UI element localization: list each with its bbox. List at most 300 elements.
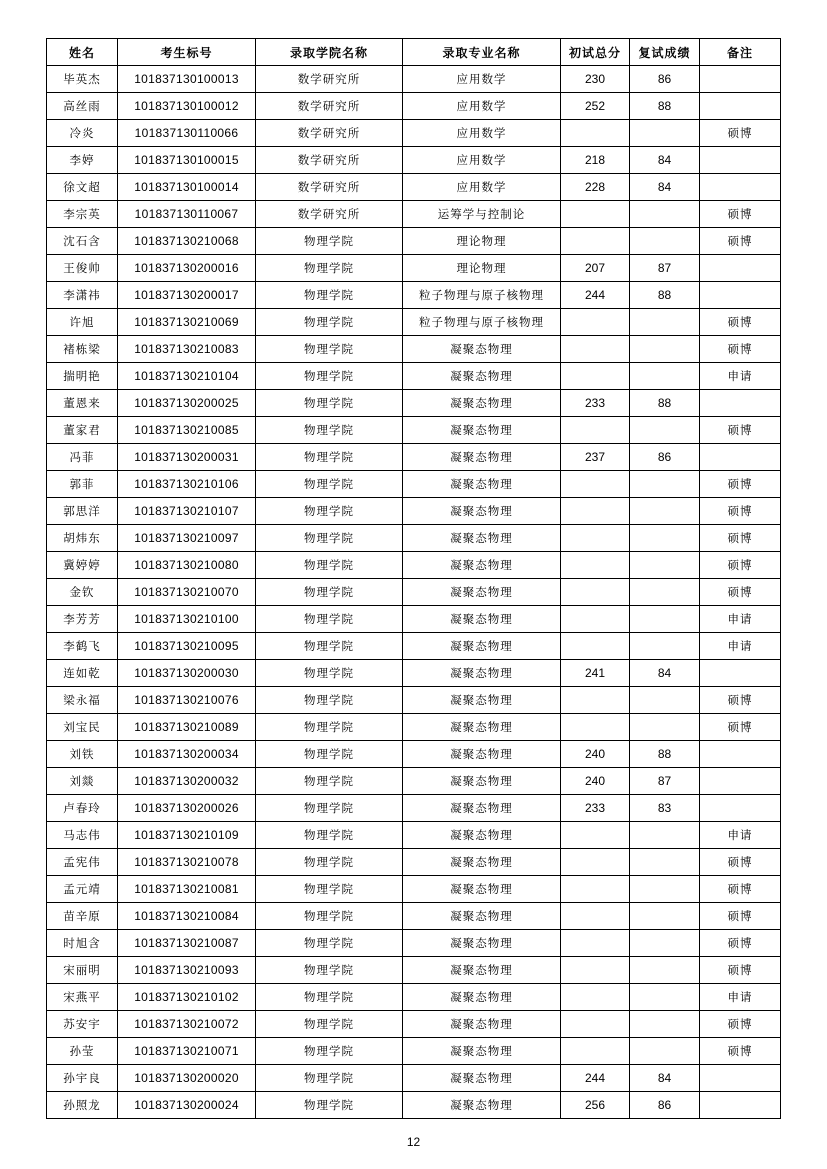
cell-initial-score: 207	[561, 255, 630, 282]
cell-college: 物理学院	[256, 471, 403, 498]
table-row	[47, 336, 781, 363]
cell-remark	[700, 795, 781, 822]
cell-name: 刘燚	[47, 768, 118, 795]
cell-college: 物理学院	[256, 714, 403, 741]
cell-major: 凝聚态物理	[403, 390, 561, 417]
cell-name: 卢春玲	[47, 795, 118, 822]
cell-retest-score	[630, 120, 700, 147]
cell-retest-score	[630, 309, 700, 336]
cell-initial-score: 233	[561, 795, 630, 822]
table-row	[47, 255, 781, 282]
cell-name: 沈石含	[47, 228, 118, 255]
cell-name: 李芳芳	[47, 606, 118, 633]
cell-college: 物理学院	[256, 363, 403, 390]
cell-initial-score	[561, 363, 630, 390]
cell-major: 凝聚态物理	[403, 1011, 561, 1038]
cell-remark: 硕博	[700, 903, 781, 930]
cell-college: 物理学院	[256, 1011, 403, 1038]
table-row	[47, 660, 781, 687]
cell-name: 马志伟	[47, 822, 118, 849]
cell-college: 物理学院	[256, 741, 403, 768]
cell-retest-score: 84	[630, 660, 700, 687]
table-row	[47, 984, 781, 1011]
cell-remark: 硕博	[700, 687, 781, 714]
cell-name: 徐文超	[47, 174, 118, 201]
cell-initial-score	[561, 606, 630, 633]
cell-remark: 硕博	[700, 201, 781, 228]
cell-name: 董家君	[47, 417, 118, 444]
cell-remark: 硕博	[700, 552, 781, 579]
cell-name: 郭菲	[47, 471, 118, 498]
cell-name: 毕英杰	[47, 66, 118, 93]
cell-exam-id: 101837130200017	[118, 282, 256, 309]
cell-retest-score	[630, 822, 700, 849]
cell-name: 苏安宇	[47, 1011, 118, 1038]
cell-initial-score	[561, 876, 630, 903]
cell-retest-score	[630, 849, 700, 876]
cell-name: 冯菲	[47, 444, 118, 471]
cell-initial-score	[561, 903, 630, 930]
cell-college: 物理学院	[256, 876, 403, 903]
cell-college: 物理学院	[256, 579, 403, 606]
cell-remark: 申请	[700, 984, 781, 1011]
cell-exam-id: 101837130210083	[118, 336, 256, 363]
cell-name: 许旭	[47, 309, 118, 336]
cell-retest-score	[630, 552, 700, 579]
table-row	[47, 201, 781, 228]
cell-major: 凝聚态物理	[403, 606, 561, 633]
cell-remark	[700, 255, 781, 282]
cell-major: 粒子物理与原子核物理	[403, 309, 561, 336]
cell-retest-score: 88	[630, 282, 700, 309]
cell-remark	[700, 1065, 781, 1092]
cell-exam-id: 101837130200031	[118, 444, 256, 471]
cell-initial-score	[561, 849, 630, 876]
cell-initial-score: 240	[561, 768, 630, 795]
cell-exam-id: 101837130210087	[118, 930, 256, 957]
cell-initial-score: 244	[561, 1065, 630, 1092]
cell-remark: 硕博	[700, 525, 781, 552]
cell-name: 李宗英	[47, 201, 118, 228]
cell-major: 凝聚态物理	[403, 417, 561, 444]
cell-exam-id: 101837130110066	[118, 120, 256, 147]
cell-major: 凝聚态物理	[403, 714, 561, 741]
page-number: 12	[406, 1135, 421, 1149]
cell-initial-score: 218	[561, 147, 630, 174]
cell-exam-id: 101837130210106	[118, 471, 256, 498]
cell-remark	[700, 390, 781, 417]
cell-exam-id: 101837130210093	[118, 957, 256, 984]
cell-college: 物理学院	[256, 957, 403, 984]
cell-exam-id: 101837130110067	[118, 201, 256, 228]
cell-remark	[700, 66, 781, 93]
cell-name: 宋燕平	[47, 984, 118, 1011]
cell-college: 物理学院	[256, 336, 403, 363]
cell-exam-id: 101837130210078	[118, 849, 256, 876]
cell-retest-score	[630, 930, 700, 957]
cell-major: 凝聚态物理	[403, 1065, 561, 1092]
cell-major: 应用数学	[403, 66, 561, 93]
table-row	[47, 228, 781, 255]
cell-name: 刘铁	[47, 741, 118, 768]
cell-retest-score	[630, 957, 700, 984]
col-header-exam-id: 考生标号	[118, 39, 256, 66]
col-header-college: 录取学院名称	[256, 39, 403, 66]
cell-exam-id: 101837130210089	[118, 714, 256, 741]
cell-initial-score	[561, 525, 630, 552]
cell-major: 凝聚态物理	[403, 930, 561, 957]
cell-name: 李婷	[47, 147, 118, 174]
table-row	[47, 768, 781, 795]
table-row	[47, 309, 781, 336]
table-row	[47, 1065, 781, 1092]
table-row	[47, 66, 781, 93]
cell-remark: 硕博	[700, 930, 781, 957]
cell-retest-score	[630, 687, 700, 714]
cell-college: 物理学院	[256, 903, 403, 930]
cell-name: 孟元靖	[47, 876, 118, 903]
admission-table	[46, 38, 781, 1119]
cell-retest-score: 87	[630, 768, 700, 795]
cell-retest-score: 83	[630, 795, 700, 822]
cell-major: 应用数学	[403, 147, 561, 174]
cell-exam-id: 101837130100014	[118, 174, 256, 201]
cell-remark	[700, 741, 781, 768]
cell-retest-score	[630, 1011, 700, 1038]
cell-college: 物理学院	[256, 1065, 403, 1092]
cell-exam-id: 101837130200026	[118, 795, 256, 822]
cell-name: 宋丽明	[47, 957, 118, 984]
cell-name: 董恩来	[47, 390, 118, 417]
cell-college: 数学研究所	[256, 147, 403, 174]
table-row	[47, 1011, 781, 1038]
cell-name: 胡炜东	[47, 525, 118, 552]
cell-major: 凝聚态物理	[403, 363, 561, 390]
table-row	[47, 930, 781, 957]
cell-major: 凝聚态物理	[403, 633, 561, 660]
cell-name: 冀婷婷	[47, 552, 118, 579]
cell-exam-id: 101837130210084	[118, 903, 256, 930]
cell-major: 应用数学	[403, 93, 561, 120]
cell-remark	[700, 768, 781, 795]
table-row	[47, 282, 781, 309]
cell-retest-score	[630, 498, 700, 525]
cell-initial-score	[561, 930, 630, 957]
cell-remark	[700, 174, 781, 201]
cell-retest-score	[630, 984, 700, 1011]
table-body	[47, 66, 781, 1119]
cell-initial-score	[561, 1011, 630, 1038]
cell-exam-id: 101837130210104	[118, 363, 256, 390]
cell-major: 凝聚态物理	[403, 768, 561, 795]
cell-major: 应用数学	[403, 174, 561, 201]
cell-name: 孟宪伟	[47, 849, 118, 876]
col-header-retest-score: 复试成绩	[630, 39, 700, 66]
cell-college: 物理学院	[256, 309, 403, 336]
cell-college: 数学研究所	[256, 93, 403, 120]
cell-exam-id: 101837130210102	[118, 984, 256, 1011]
cell-initial-score: 240	[561, 741, 630, 768]
cell-initial-score	[561, 201, 630, 228]
table-row	[47, 147, 781, 174]
cell-remark: 硕博	[700, 228, 781, 255]
cell-exam-id: 101837130210109	[118, 822, 256, 849]
cell-retest-score	[630, 606, 700, 633]
table-row	[47, 849, 781, 876]
cell-major: 凝聚态物理	[403, 984, 561, 1011]
cell-remark: 硕博	[700, 336, 781, 363]
table-row	[47, 903, 781, 930]
cell-initial-score	[561, 687, 630, 714]
cell-remark: 申请	[700, 822, 781, 849]
table-row	[47, 471, 781, 498]
cell-college: 物理学院	[256, 660, 403, 687]
cell-remark: 硕博	[700, 714, 781, 741]
cell-college: 物理学院	[256, 498, 403, 525]
header-row	[47, 39, 781, 66]
cell-name: 褚栋梁	[47, 336, 118, 363]
cell-remark	[700, 1092, 781, 1119]
table-row	[47, 633, 781, 660]
cell-major: 应用数学	[403, 120, 561, 147]
cell-initial-score	[561, 1038, 630, 1065]
cell-college: 物理学院	[256, 552, 403, 579]
cell-exam-id: 101837130200025	[118, 390, 256, 417]
cell-college: 物理学院	[256, 768, 403, 795]
cell-retest-score: 86	[630, 444, 700, 471]
table-row	[47, 741, 781, 768]
cell-name: 金钦	[47, 579, 118, 606]
cell-retest-score: 88	[630, 741, 700, 768]
cell-remark: 硕博	[700, 309, 781, 336]
cell-college: 数学研究所	[256, 120, 403, 147]
cell-college: 物理学院	[256, 633, 403, 660]
cell-remark: 硕博	[700, 876, 781, 903]
table-row	[47, 957, 781, 984]
cell-major: 理论物理	[403, 255, 561, 282]
cell-major: 凝聚态物理	[403, 1092, 561, 1119]
cell-retest-score	[630, 201, 700, 228]
cell-college: 物理学院	[256, 525, 403, 552]
cell-retest-score	[630, 363, 700, 390]
table-row	[47, 606, 781, 633]
cell-exam-id: 101837130210081	[118, 876, 256, 903]
cell-initial-score	[561, 984, 630, 1011]
cell-initial-score	[561, 120, 630, 147]
cell-major: 凝聚态物理	[403, 471, 561, 498]
cell-remark: 硕博	[700, 849, 781, 876]
cell-college: 数学研究所	[256, 66, 403, 93]
cell-remark: 硕博	[700, 579, 781, 606]
cell-college: 物理学院	[256, 1092, 403, 1119]
cell-college: 物理学院	[256, 822, 403, 849]
cell-remark	[700, 282, 781, 309]
cell-remark	[700, 660, 781, 687]
cell-name: 孙莹	[47, 1038, 118, 1065]
cell-major: 凝聚态物理	[403, 444, 561, 471]
cell-exam-id: 101837130200030	[118, 660, 256, 687]
cell-remark: 申请	[700, 363, 781, 390]
cell-remark: 申请	[700, 606, 781, 633]
cell-remark: 硕博	[700, 417, 781, 444]
table-row	[47, 174, 781, 201]
cell-retest-score	[630, 525, 700, 552]
table-row	[47, 498, 781, 525]
cell-retest-score: 86	[630, 66, 700, 93]
table-row	[47, 876, 781, 903]
cell-exam-id: 101837130210085	[118, 417, 256, 444]
cell-major: 凝聚态物理	[403, 660, 561, 687]
cell-major: 凝聚态物理	[403, 741, 561, 768]
cell-remark: 硕博	[700, 1038, 781, 1065]
cell-college: 物理学院	[256, 930, 403, 957]
cell-college: 物理学院	[256, 444, 403, 471]
cell-name: 李鹤飞	[47, 633, 118, 660]
cell-name: 王俊帅	[47, 255, 118, 282]
table-row	[47, 444, 781, 471]
cell-initial-score: 230	[561, 66, 630, 93]
col-header-major: 录取专业名称	[403, 39, 561, 66]
cell-retest-score: 84	[630, 147, 700, 174]
cell-name: 孙宇良	[47, 1065, 118, 1092]
table-row	[47, 93, 781, 120]
cell-major: 凝聚态物理	[403, 525, 561, 552]
cell-exam-id: 101837130210097	[118, 525, 256, 552]
cell-retest-score	[630, 417, 700, 444]
cell-major: 凝聚态物理	[403, 498, 561, 525]
cell-exam-id: 101837130210095	[118, 633, 256, 660]
cell-college: 物理学院	[256, 282, 403, 309]
cell-major: 凝聚态物理	[403, 1038, 561, 1065]
cell-remark: 硕博	[700, 498, 781, 525]
cell-remark: 硕博	[700, 1011, 781, 1038]
cell-major: 凝聚态物理	[403, 822, 561, 849]
cell-retest-score: 88	[630, 390, 700, 417]
cell-college: 物理学院	[256, 795, 403, 822]
cell-initial-score	[561, 714, 630, 741]
cell-exam-id: 101837130100012	[118, 93, 256, 120]
table-row	[47, 1038, 781, 1065]
cell-name: 李潇祎	[47, 282, 118, 309]
cell-initial-score	[561, 309, 630, 336]
table-row	[47, 417, 781, 444]
cell-initial-score: 256	[561, 1092, 630, 1119]
col-header-remark: 备注	[700, 39, 781, 66]
table-row	[47, 390, 781, 417]
cell-name: 连如乾	[47, 660, 118, 687]
table-row	[47, 552, 781, 579]
cell-remark	[700, 444, 781, 471]
cell-name: 郭思洋	[47, 498, 118, 525]
table-row	[47, 687, 781, 714]
cell-exam-id: 101837130210072	[118, 1011, 256, 1038]
cell-retest-score	[630, 579, 700, 606]
cell-retest-score	[630, 471, 700, 498]
cell-retest-score: 84	[630, 174, 700, 201]
cell-initial-score	[561, 336, 630, 363]
cell-initial-score	[561, 822, 630, 849]
cell-college: 物理学院	[256, 606, 403, 633]
col-header-initial-score: 初试总分	[561, 39, 630, 66]
cell-exam-id: 101837130200032	[118, 768, 256, 795]
cell-retest-score: 84	[630, 1065, 700, 1092]
table-row	[47, 120, 781, 147]
cell-remark: 硕博	[700, 120, 781, 147]
cell-retest-score: 86	[630, 1092, 700, 1119]
cell-college: 物理学院	[256, 687, 403, 714]
table-row	[47, 1092, 781, 1119]
cell-initial-score	[561, 228, 630, 255]
cell-remark: 申请	[700, 633, 781, 660]
cell-retest-score	[630, 336, 700, 363]
col-header-name: 姓名	[47, 39, 118, 66]
cell-remark: 硕博	[700, 957, 781, 984]
cell-exam-id: 101837130200024	[118, 1092, 256, 1119]
cell-major: 凝聚态物理	[403, 795, 561, 822]
cell-major: 凝聚态物理	[403, 552, 561, 579]
cell-college: 数学研究所	[256, 174, 403, 201]
cell-major: 凝聚态物理	[403, 957, 561, 984]
cell-retest-score	[630, 228, 700, 255]
cell-major: 凝聚态物理	[403, 687, 561, 714]
cell-initial-score	[561, 471, 630, 498]
cell-exam-id: 101837130210080	[118, 552, 256, 579]
cell-initial-score: 237	[561, 444, 630, 471]
cell-college: 物理学院	[256, 390, 403, 417]
cell-major: 运筹学与控制论	[403, 201, 561, 228]
cell-major: 凝聚态物理	[403, 903, 561, 930]
table-row	[47, 822, 781, 849]
cell-retest-score	[630, 903, 700, 930]
cell-college: 物理学院	[256, 849, 403, 876]
cell-initial-score	[561, 957, 630, 984]
cell-initial-score	[561, 498, 630, 525]
cell-retest-score	[630, 633, 700, 660]
cell-major: 凝聚态物理	[403, 876, 561, 903]
cell-major: 理论物理	[403, 228, 561, 255]
cell-initial-score: 241	[561, 660, 630, 687]
cell-initial-score	[561, 579, 630, 606]
cell-exam-id: 101837130100015	[118, 147, 256, 174]
cell-initial-score: 228	[561, 174, 630, 201]
cell-college: 物理学院	[256, 1038, 403, 1065]
cell-college: 物理学院	[256, 255, 403, 282]
cell-retest-score	[630, 1038, 700, 1065]
cell-name: 冷炎	[47, 120, 118, 147]
cell-exam-id: 101837130210107	[118, 498, 256, 525]
cell-name: 刘宝民	[47, 714, 118, 741]
cell-exam-id: 101837130210076	[118, 687, 256, 714]
table-row	[47, 525, 781, 552]
cell-major: 凝聚态物理	[403, 579, 561, 606]
cell-major: 粒子物理与原子核物理	[403, 282, 561, 309]
cell-major: 凝聚态物理	[403, 336, 561, 363]
cell-college: 物理学院	[256, 228, 403, 255]
cell-exam-id: 101837130210070	[118, 579, 256, 606]
cell-initial-score	[561, 417, 630, 444]
cell-exam-id: 101837130100013	[118, 66, 256, 93]
cell-initial-score: 244	[561, 282, 630, 309]
cell-exam-id: 101837130210100	[118, 606, 256, 633]
cell-remark	[700, 93, 781, 120]
cell-name: 孙照龙	[47, 1092, 118, 1119]
table-row	[47, 363, 781, 390]
table-row	[47, 714, 781, 741]
cell-initial-score: 252	[561, 93, 630, 120]
cell-initial-score: 233	[561, 390, 630, 417]
cell-college: 物理学院	[256, 417, 403, 444]
cell-exam-id: 101837130210071	[118, 1038, 256, 1065]
